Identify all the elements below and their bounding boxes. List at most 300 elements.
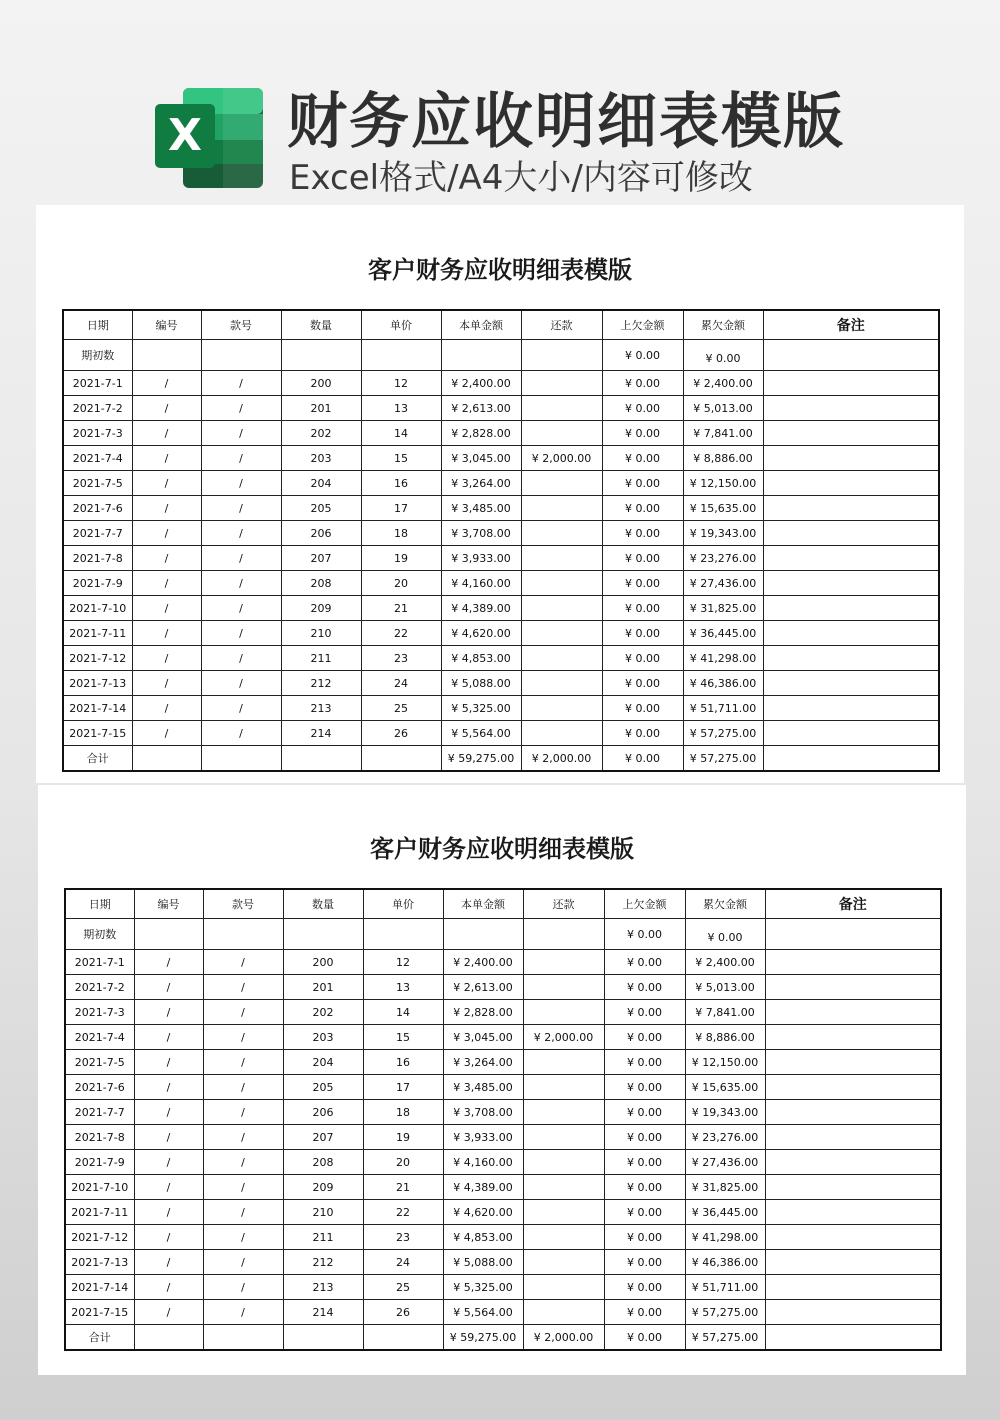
cell-quantity: 209 <box>283 1175 363 1200</box>
cell-repayment <box>523 1300 604 1325</box>
total-row <box>63 746 939 772</box>
cell-date: 2021-7-14 <box>63 696 132 721</box>
cell-unit-price: 20 <box>361 571 441 596</box>
cell-date: 2021-7-8 <box>63 546 132 571</box>
cell-prev-owed: ¥ 0.00 <box>604 1025 685 1050</box>
cell-order-amount: ¥ 5,564.00 <box>441 721 521 746</box>
total-cell-notes <box>765 1325 941 1351</box>
table-row <box>65 1050 941 1075</box>
cell-prev-owed: ¥ 0.00 <box>604 1225 685 1250</box>
cell-quantity: 200 <box>283 950 363 975</box>
cell-style-no: / <box>203 1275 283 1300</box>
cell-quantity: 210 <box>283 1200 363 1225</box>
cell-unit-price: 18 <box>361 521 441 546</box>
sheet-title: 客户财务应收明细表模版 <box>370 835 634 863</box>
cell-cumulative-owed: ¥ 2,400.00 <box>683 371 763 396</box>
cell-order-amount: ¥ 2,613.00 <box>441 396 521 421</box>
cell-date: 2021-7-2 <box>63 396 132 421</box>
cell-notes <box>763 646 939 671</box>
cell-notes <box>765 1225 941 1250</box>
cell-prev-owed: ¥ 0.00 <box>604 1000 685 1025</box>
cell-number: / <box>132 721 201 746</box>
cell-date: 2021-7-4 <box>65 1025 134 1050</box>
cell-quantity: 203 <box>281 446 361 471</box>
cell-cumulative-owed: ¥ 19,343.00 <box>683 521 763 546</box>
cell-number: / <box>132 396 201 421</box>
cell-cumulative-owed: ¥ 12,150.00 <box>683 471 763 496</box>
cell-order-amount: ¥ 2,400.00 <box>441 371 521 396</box>
cell-quantity <box>283 919 363 950</box>
cell-repayment <box>521 396 602 421</box>
cell-number: / <box>132 621 201 646</box>
cell-prev-owed: ¥ 0.00 <box>602 621 683 646</box>
table-row <box>63 446 939 471</box>
cell-prev-owed: ¥ 0.00 <box>604 1075 685 1100</box>
cell-quantity: 206 <box>281 521 361 546</box>
cell-number: / <box>132 471 201 496</box>
cell-notes <box>765 1100 941 1125</box>
cell-cumulative-owed: ¥ 8,886.00 <box>683 446 763 471</box>
cell-order-amount: ¥ 3,264.00 <box>443 1050 523 1075</box>
sheet-title: 客户财务应收明细表模版 <box>368 256 632 284</box>
cell-style-no: / <box>203 1050 283 1075</box>
cell-quantity: 212 <box>283 1250 363 1275</box>
cell-quantity: 214 <box>283 1300 363 1325</box>
cell-repayment <box>523 1200 604 1225</box>
cell-repayment <box>521 721 602 746</box>
cell-style-no: / <box>203 1300 283 1325</box>
cell-repayment <box>521 671 602 696</box>
cell-date: 2021-7-6 <box>65 1075 134 1100</box>
cell-quantity: 211 <box>283 1225 363 1250</box>
cell-order-amount: ¥ 4,620.00 <box>443 1200 523 1225</box>
cell-repayment <box>523 1275 604 1300</box>
column-header-notes: 备注 <box>763 310 939 340</box>
cell-notes <box>763 340 939 371</box>
cell-notes <box>765 1150 941 1175</box>
cell-repayment <box>521 371 602 396</box>
cell-number: / <box>134 1100 203 1125</box>
header-row <box>65 889 941 919</box>
table-row <box>63 696 939 721</box>
cell-notes <box>763 421 939 446</box>
ledger-table <box>64 888 942 1351</box>
cell-style-no: / <box>201 646 281 671</box>
cell-style-no: / <box>201 696 281 721</box>
column-header-style-no: 款号 <box>201 310 281 340</box>
cell-quantity: 208 <box>281 571 361 596</box>
cell-notes <box>765 1300 941 1325</box>
cell-unit-price: 21 <box>363 1175 443 1200</box>
total-cell-date: 合计 <box>63 746 132 772</box>
cell-notes <box>763 446 939 471</box>
cell-notes <box>763 371 939 396</box>
cell-unit-price <box>363 919 443 950</box>
cell-style-no: / <box>203 1225 283 1250</box>
column-header-order-amount: 本单金额 <box>441 310 521 340</box>
cell-order-amount: ¥ 5,325.00 <box>443 1275 523 1300</box>
cell-prev-owed: ¥ 0.00 <box>602 446 683 471</box>
cell-prev-owed: ¥ 0.00 <box>602 571 683 596</box>
cell-order-amount: ¥ 5,088.00 <box>443 1250 523 1275</box>
cell-order-amount <box>443 919 523 950</box>
cell-number: / <box>132 696 201 721</box>
cell-style-no: / <box>203 1200 283 1225</box>
cell-repayment <box>521 340 602 371</box>
cell-notes <box>763 496 939 521</box>
cell-date: 2021-7-1 <box>63 371 132 396</box>
total-cell-notes <box>763 746 939 772</box>
cell-cumulative-owed: ¥ 23,276.00 <box>683 546 763 571</box>
total-cell-prev-owed: ¥ 0.00 <box>604 1325 685 1351</box>
cell-quantity: 204 <box>283 1050 363 1075</box>
total-cell-unit-price <box>361 746 441 772</box>
cell-cumulative-owed: ¥ 2,400.00 <box>685 950 765 975</box>
cell-prev-owed: ¥ 0.00 <box>604 950 685 975</box>
cell-prev-owed: ¥ 0.00 <box>602 396 683 421</box>
cell-quantity: 211 <box>281 646 361 671</box>
cell-cumulative-owed: ¥ 31,825.00 <box>683 596 763 621</box>
cell-quantity: 203 <box>283 1025 363 1050</box>
cell-style-no: / <box>201 421 281 446</box>
cell-unit-price: 22 <box>361 621 441 646</box>
column-header-date: 日期 <box>65 889 134 919</box>
cell-notes <box>763 546 939 571</box>
column-header-unit-price: 单价 <box>363 889 443 919</box>
cell-prev-owed: ¥ 0.00 <box>602 696 683 721</box>
cell-date: 2021-7-3 <box>65 1000 134 1025</box>
cell-cumulative-owed: ¥ 5,013.00 <box>683 396 763 421</box>
total-cell-prev-owed: ¥ 0.00 <box>602 746 683 772</box>
cell-repayment <box>523 1175 604 1200</box>
cell-number: / <box>134 1125 203 1150</box>
cell-order-amount: ¥ 3,045.00 <box>441 446 521 471</box>
table-row <box>65 1075 941 1100</box>
cell-cumulative-owed: ¥ 8,886.00 <box>685 1025 765 1050</box>
cell-number: / <box>132 671 201 696</box>
cell-prev-owed: ¥ 0.00 <box>604 1125 685 1150</box>
cell-date: 2021-7-2 <box>65 975 134 1000</box>
cell-cumulative-owed: ¥ 7,841.00 <box>685 1000 765 1025</box>
cell-number: / <box>134 1150 203 1175</box>
cell-cumulative-owed: ¥ 57,275.00 <box>685 1300 765 1325</box>
table-row <box>63 371 939 396</box>
cell-repayment <box>523 950 604 975</box>
column-header-quantity: 数量 <box>283 889 363 919</box>
cell-notes <box>763 521 939 546</box>
cell-date: 2021-7-6 <box>63 496 132 521</box>
cell-unit-price: 15 <box>361 446 441 471</box>
cell-date: 2021-7-3 <box>63 421 132 446</box>
cell-repayment <box>523 1050 604 1075</box>
total-cell-number <box>134 1325 203 1351</box>
cell-date: 期初数 <box>63 340 132 371</box>
header-title: 财务应收明细表模版 <box>287 87 845 157</box>
total-cell-style-no <box>201 746 281 772</box>
cell-style-no: / <box>201 596 281 621</box>
cell-repayment <box>521 521 602 546</box>
cell-number: / <box>132 546 201 571</box>
excel-logo-icon <box>153 86 265 190</box>
column-header-cumulative-owed: 累欠金额 <box>685 889 765 919</box>
cell-order-amount: ¥ 3,708.00 <box>443 1100 523 1125</box>
cell-style-no: / <box>201 396 281 421</box>
column-header-repayment: 还款 <box>523 889 604 919</box>
cell-repayment <box>521 696 602 721</box>
cell-quantity: 213 <box>281 696 361 721</box>
cell-repayment: ¥ 2,000.00 <box>523 1025 604 1050</box>
cell-order-amount: ¥ 4,620.00 <box>441 621 521 646</box>
cell-repayment <box>521 546 602 571</box>
cell-date: 2021-7-9 <box>63 571 132 596</box>
cell-cumulative-owed: ¥ 27,436.00 <box>685 1150 765 1175</box>
cell-number <box>132 340 201 371</box>
cell-notes <box>765 1025 941 1050</box>
total-cell-cumulative-owed: ¥ 57,275.00 <box>683 746 763 772</box>
cell-style-no: / <box>201 546 281 571</box>
cell-date: 2021-7-13 <box>63 671 132 696</box>
cell-style-no: / <box>201 521 281 546</box>
template-header <box>0 0 1000 205</box>
cell-order-amount: ¥ 2,828.00 <box>443 1000 523 1025</box>
cell-number: / <box>132 371 201 396</box>
ledger-table <box>62 309 940 772</box>
column-header-notes: 备注 <box>765 889 941 919</box>
column-header-cumulative-owed: 累欠金额 <box>683 310 763 340</box>
cell-order-amount: ¥ 3,045.00 <box>443 1025 523 1050</box>
cell-repayment <box>521 471 602 496</box>
table-row <box>65 1225 941 1250</box>
cell-date: 2021-7-7 <box>65 1100 134 1125</box>
table-row <box>63 396 939 421</box>
cell-repayment <box>523 1075 604 1100</box>
cell-repayment <box>521 596 602 621</box>
cell-style-no: / <box>203 1075 283 1100</box>
sheet-preview-2 <box>38 785 966 1375</box>
table-row <box>65 1250 941 1275</box>
cell-cumulative-owed: ¥ 23,276.00 <box>685 1125 765 1150</box>
table-row <box>63 621 939 646</box>
cell-unit-price: 21 <box>361 596 441 621</box>
cell-date: 2021-7-5 <box>65 1050 134 1075</box>
column-header-prev-owed: 上欠金额 <box>604 889 685 919</box>
table-row <box>65 1175 941 1200</box>
table-row <box>63 471 939 496</box>
cell-date: 2021-7-11 <box>63 621 132 646</box>
cell-notes <box>763 696 939 721</box>
cell-prev-owed: ¥ 0.00 <box>604 1275 685 1300</box>
cell-prev-owed: ¥ 0.00 <box>604 1100 685 1125</box>
table-row <box>63 421 939 446</box>
cell-style-no: / <box>201 721 281 746</box>
total-cell-quantity <box>283 1325 363 1351</box>
column-header-number: 编号 <box>134 889 203 919</box>
opening-balance-row <box>63 340 939 371</box>
cell-order-amount: ¥ 2,613.00 <box>443 975 523 1000</box>
cell-number: / <box>132 571 201 596</box>
cell-prev-owed: ¥ 0.00 <box>604 1200 685 1225</box>
table-row <box>65 975 941 1000</box>
cell-notes <box>763 471 939 496</box>
cell-prev-owed: ¥ 0.00 <box>602 546 683 571</box>
total-cell-number <box>132 746 201 772</box>
column-header-unit-price: 单价 <box>361 310 441 340</box>
cell-cumulative-owed: ¥ 27,436.00 <box>683 571 763 596</box>
cell-style-no: / <box>203 1025 283 1050</box>
cell-order-amount: ¥ 3,485.00 <box>441 496 521 521</box>
cell-number: / <box>134 1300 203 1325</box>
cell-cumulative-owed: ¥ 36,445.00 <box>685 1200 765 1225</box>
cell-unit-price: 23 <box>361 646 441 671</box>
cell-repayment <box>523 1150 604 1175</box>
cell-unit-price: 23 <box>363 1225 443 1250</box>
cell-unit-price: 24 <box>363 1250 443 1275</box>
cell-number: / <box>134 1250 203 1275</box>
cell-notes <box>763 596 939 621</box>
cell-date: 2021-7-13 <box>65 1250 134 1275</box>
logo-letter: X <box>168 110 202 161</box>
cell-quantity: 204 <box>281 471 361 496</box>
table-row <box>65 950 941 975</box>
cell-quantity: 205 <box>281 496 361 521</box>
cell-style-no: / <box>203 1100 283 1125</box>
cell-order-amount: ¥ 3,708.00 <box>441 521 521 546</box>
cell-order-amount: ¥ 3,485.00 <box>443 1075 523 1100</box>
cell-repayment <box>523 1125 604 1150</box>
opening-balance-row <box>65 919 941 950</box>
cell-quantity: 202 <box>283 1000 363 1025</box>
cell-cumulative-owed: ¥ 7,841.00 <box>683 421 763 446</box>
column-header-number: 编号 <box>132 310 201 340</box>
table-row <box>65 1025 941 1050</box>
total-cell-repayment: ¥ 2,000.00 <box>521 746 602 772</box>
cell-quantity: 207 <box>283 1125 363 1150</box>
cell-notes <box>763 721 939 746</box>
cell-notes <box>765 950 941 975</box>
cell-number: / <box>132 521 201 546</box>
total-cell-order-amount: ¥ 59,275.00 <box>443 1325 523 1351</box>
cell-unit-price: 25 <box>363 1275 443 1300</box>
cell-prev-owed: ¥ 0.00 <box>602 521 683 546</box>
column-header-prev-owed: 上欠金额 <box>602 310 683 340</box>
cell-style-no <box>201 340 281 371</box>
cell-number: / <box>132 446 201 471</box>
cell-cumulative-owed: ¥ 41,298.00 <box>685 1225 765 1250</box>
cell-repayment <box>523 1225 604 1250</box>
cell-unit-price: 16 <box>361 471 441 496</box>
cell-unit-price: 25 <box>361 696 441 721</box>
cell-unit-price: 19 <box>361 546 441 571</box>
cell-quantity: 214 <box>281 721 361 746</box>
cell-repayment <box>523 919 604 950</box>
cell-prev-owed: ¥ 0.00 <box>602 596 683 621</box>
table-row <box>65 1100 941 1125</box>
cell-notes <box>763 396 939 421</box>
column-header-order-amount: 本单金额 <box>443 889 523 919</box>
cell-quantity: 208 <box>283 1150 363 1175</box>
cell-notes <box>765 1050 941 1075</box>
cell-quantity: 210 <box>281 621 361 646</box>
cell-style-no: / <box>203 1125 283 1150</box>
cell-date: 2021-7-14 <box>65 1275 134 1300</box>
table-row <box>65 1125 941 1150</box>
cell-cumulative-owed: ¥ 46,386.00 <box>685 1250 765 1275</box>
cell-prev-owed: ¥ 0.00 <box>604 919 685 950</box>
cell-cumulative-owed: ¥ 57,275.00 <box>683 721 763 746</box>
table-row <box>65 1300 941 1325</box>
cell-prev-owed: ¥ 0.00 <box>604 1150 685 1175</box>
cell-order-amount <box>441 340 521 371</box>
cell-number: / <box>132 596 201 621</box>
cell-unit-price: 12 <box>363 950 443 975</box>
cell-unit-price: 13 <box>363 975 443 1000</box>
cell-notes <box>763 671 939 696</box>
cell-order-amount: ¥ 5,088.00 <box>441 671 521 696</box>
cell-number: / <box>132 421 201 446</box>
cell-cumulative-owed: ¥ 31,825.00 <box>685 1175 765 1200</box>
cell-number: / <box>134 1075 203 1100</box>
cell-prev-owed: ¥ 0.00 <box>602 721 683 746</box>
cell-style-no: / <box>203 950 283 975</box>
cell-style-no: / <box>203 975 283 1000</box>
cell-order-amount: ¥ 4,853.00 <box>443 1225 523 1250</box>
sheet-preview-1 <box>36 205 964 783</box>
cell-unit-price: 22 <box>363 1200 443 1225</box>
cell-repayment <box>523 1000 604 1025</box>
cell-cumulative-owed: ¥ 19,343.00 <box>685 1100 765 1125</box>
table-row <box>63 496 939 521</box>
cell-order-amount: ¥ 4,853.00 <box>441 646 521 671</box>
cell-repayment <box>523 975 604 1000</box>
cell-prev-owed: ¥ 0.00 <box>604 1300 685 1325</box>
cell-number: / <box>134 1275 203 1300</box>
cell-number: / <box>134 1175 203 1200</box>
cell-cumulative-owed: ¥ 0.00 <box>685 919 765 950</box>
total-cell-date: 合计 <box>65 1325 134 1351</box>
cell-prev-owed: ¥ 0.00 <box>604 1050 685 1075</box>
cell-number: / <box>134 1050 203 1075</box>
cell-repayment <box>521 421 602 446</box>
cell-notes <box>763 621 939 646</box>
cell-order-amount: ¥ 5,325.00 <box>441 696 521 721</box>
cell-prev-owed: ¥ 0.00 <box>604 975 685 1000</box>
cell-prev-owed: ¥ 0.00 <box>602 371 683 396</box>
total-cell-style-no <box>203 1325 283 1351</box>
cell-unit-price: 17 <box>361 496 441 521</box>
cell-number: / <box>134 1200 203 1225</box>
cell-cumulative-owed: ¥ 15,635.00 <box>685 1075 765 1100</box>
table-row <box>65 1275 941 1300</box>
cell-notes <box>765 1175 941 1200</box>
cell-date: 2021-7-7 <box>63 521 132 546</box>
cell-order-amount: ¥ 2,400.00 <box>443 950 523 975</box>
cell-date: 2021-7-12 <box>63 646 132 671</box>
cell-unit-price: 14 <box>363 1000 443 1025</box>
cell-prev-owed: ¥ 0.00 <box>604 1250 685 1275</box>
table-row <box>63 721 939 746</box>
cell-style-no: / <box>201 446 281 471</box>
total-cell-quantity <box>281 746 361 772</box>
cell-cumulative-owed: ¥ 51,711.00 <box>683 696 763 721</box>
table-row <box>63 671 939 696</box>
total-cell-order-amount: ¥ 59,275.00 <box>441 746 521 772</box>
cell-date: 2021-7-5 <box>63 471 132 496</box>
cell-prev-owed: ¥ 0.00 <box>602 471 683 496</box>
cell-date: 2021-7-1 <box>65 950 134 975</box>
cell-order-amount: ¥ 3,933.00 <box>443 1125 523 1150</box>
cell-style-no: / <box>203 1175 283 1200</box>
cell-date: 2021-7-15 <box>63 721 132 746</box>
